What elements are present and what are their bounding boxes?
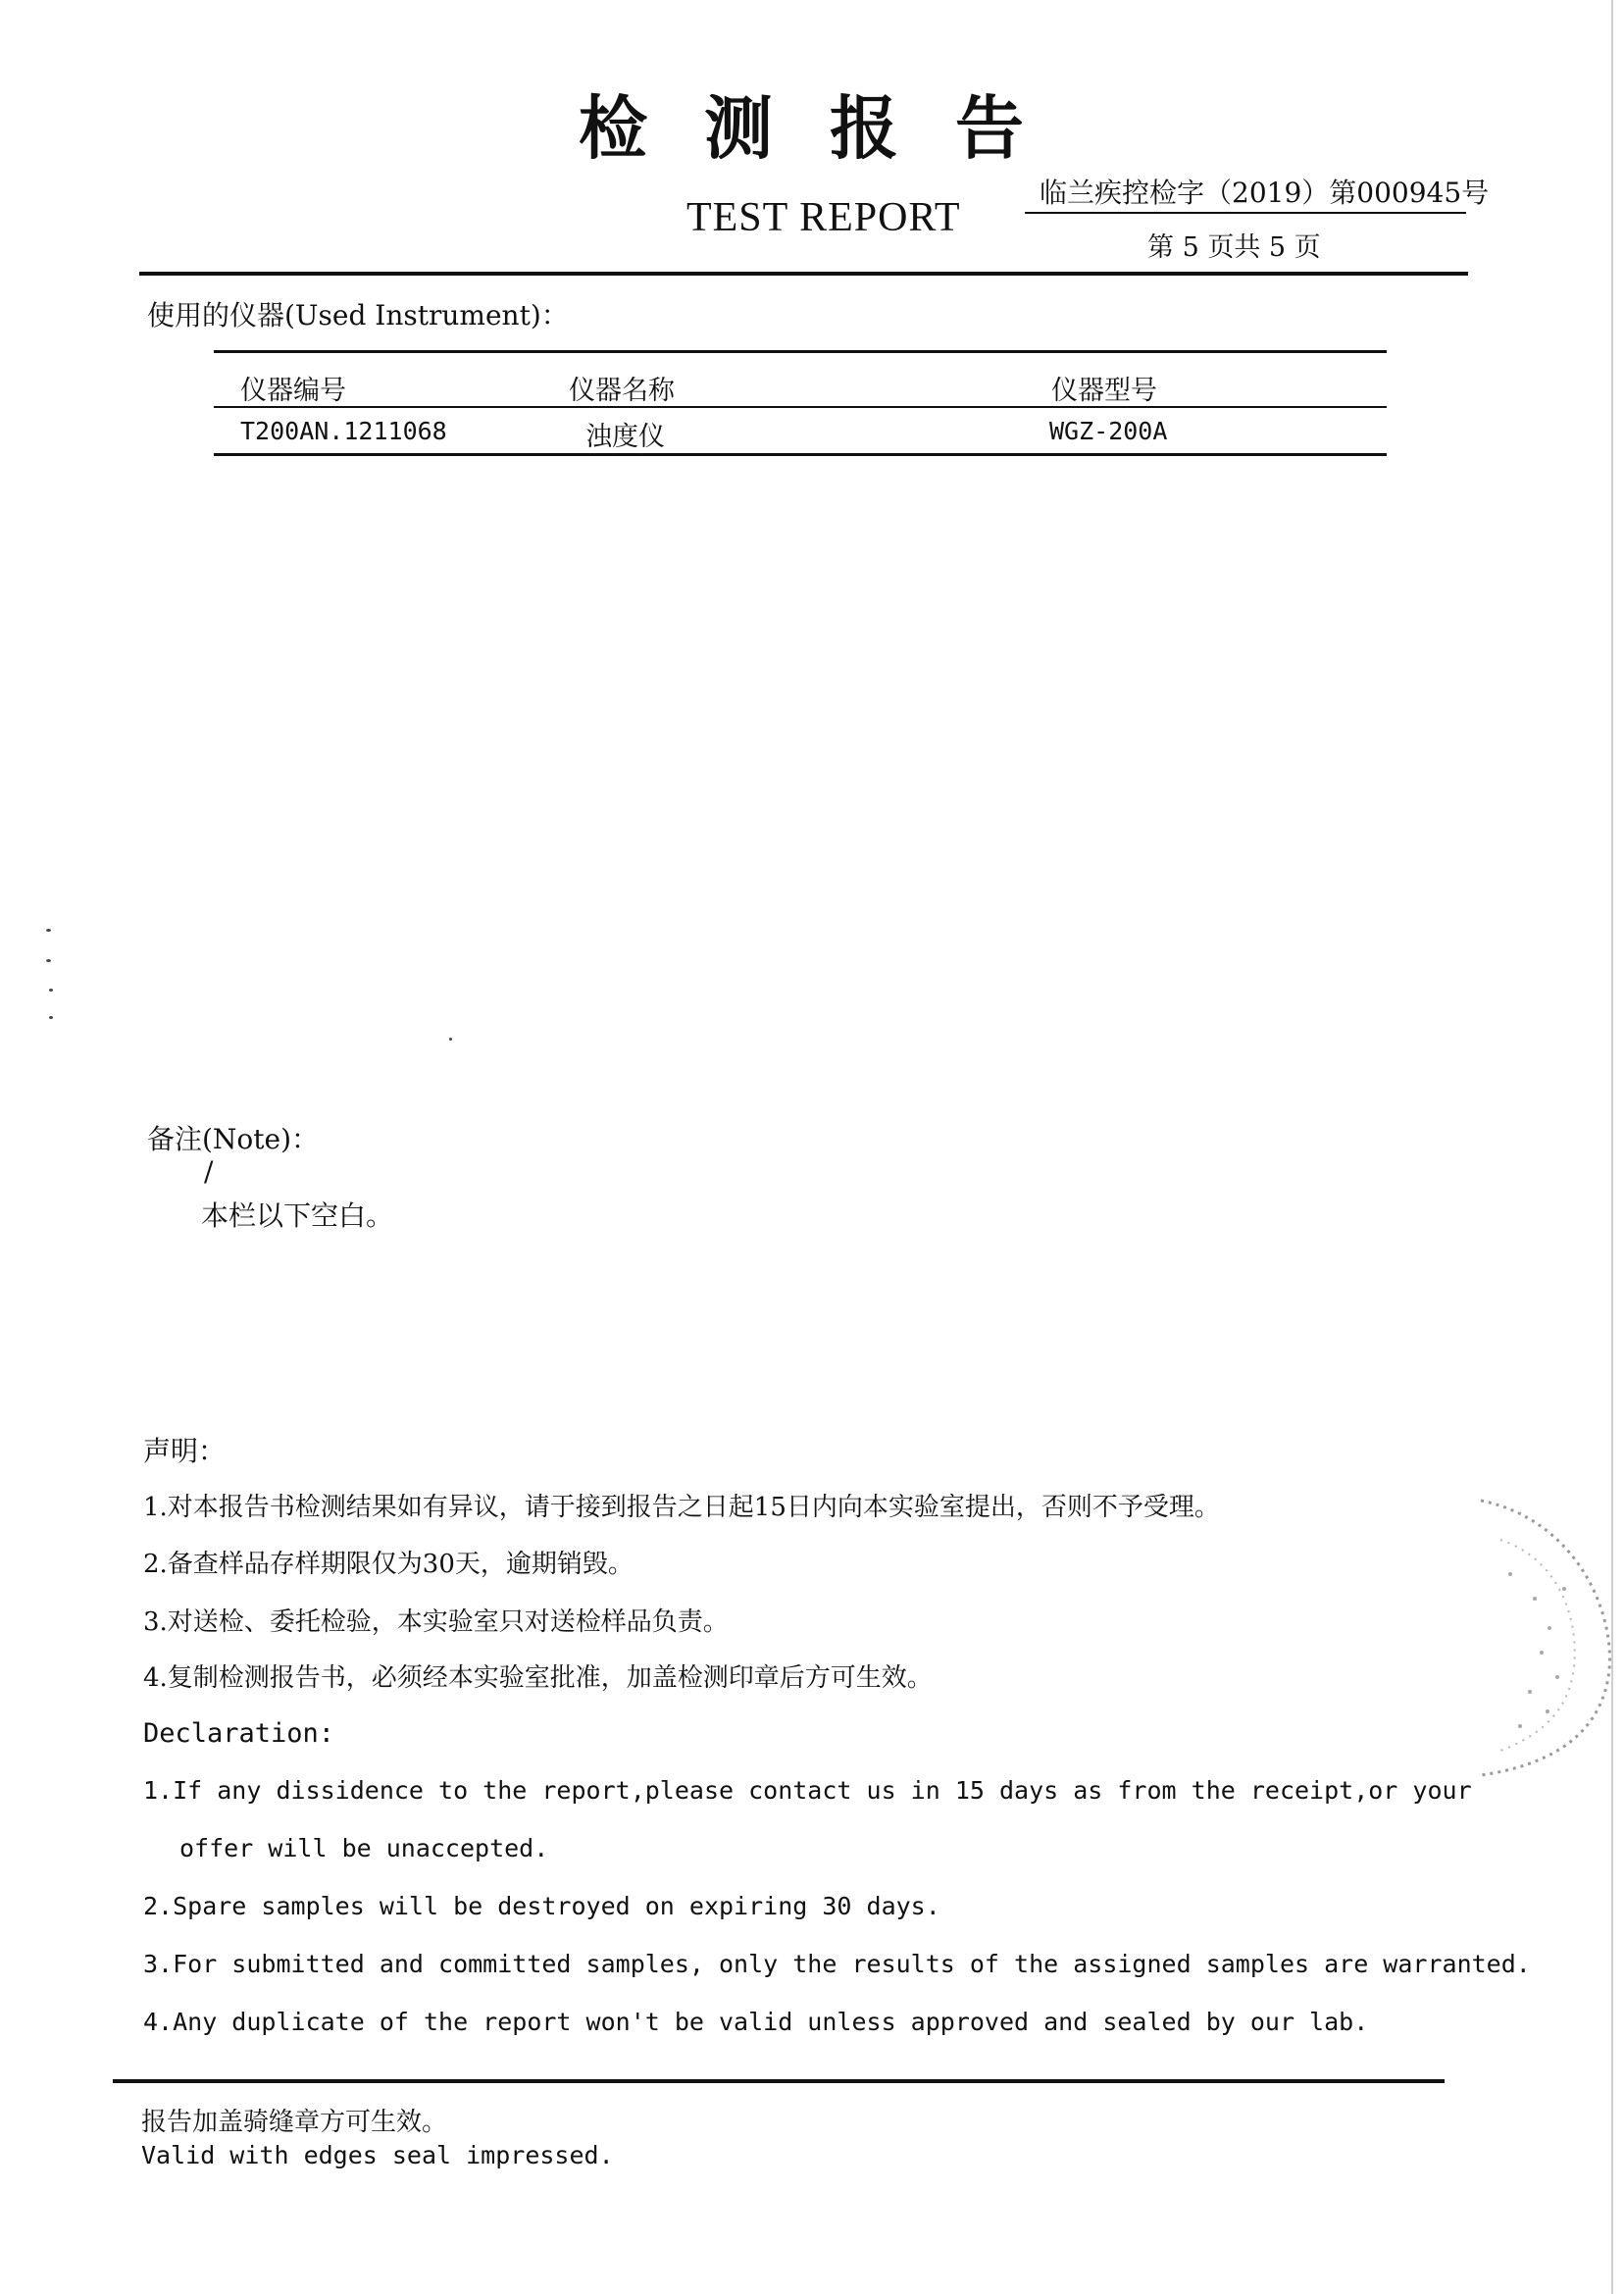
declaration-en-item: 1.If any dissidence to the report,please contact us in 15 days as from the receipt,or your [143,1776,1472,1805]
scan-artifact [49,989,53,992]
table-top-rule [214,350,1387,353]
declaration-en-item: 2.Spare samples will be destroyed on expiring 30 days. [143,1892,940,1920]
page-indicator: 第 5 页共 5 页 [1147,232,1321,263]
declaration-cn-item: 3.对送检、委托检验，本实验室只对送检样品负责。 [143,1607,729,1637]
declaration-cn-item: 4.复制检测报告书，必须经本实验室批准，加盖检测印章后方可生效。 [143,1663,933,1693]
col-header-instrument-model: 仪器型号 [1051,376,1157,406]
right-edge-line [1611,0,1613,2294]
report-number: 临兰疾控检字（2019）第000945号 [1040,177,1490,209]
cell-instrument-model: WGZ-200A [1049,417,1168,445]
edge-seal-mark [1442,1481,1624,1805]
report-title-en: TEST REPORT [686,195,961,240]
declaration-cn-label: 声明： [143,1435,227,1467]
col-header-instrument-name: 仪器名称 [569,376,675,406]
col-header-instrument-id: 仪器编号 [240,376,346,406]
report-title-cn: 检测报告 [579,87,1081,169]
declaration-en-item: 3.For submitted and committed samples, only the results of the assigned samples are warranted. [143,1950,1531,1978]
instruments-label: 使用的仪器(Used Instrument)： [147,299,569,331]
table-header-rule [214,406,1387,408]
cell-instrument-name: 浊度仪 [585,422,665,452]
declaration-en-item-continued: offer will be unaccepted. [179,1834,549,1862]
scan-artifact [46,959,51,962]
scan-artifact [46,929,51,932]
declaration-cn-item: 1.对本报告书检测结果如有异议，请于接到报告之日起15日内向本实验室提出，否则不予受理。 [143,1493,1220,1522]
footer-note-en: Valid with edges seal impressed. [141,2141,614,2169]
note-text: 本栏以下空白。 [201,1199,394,1232]
note-slash: / [204,1155,214,1188]
header-rule [139,272,1468,276]
scan-artifact [449,1038,452,1041]
report-number-rule [1025,212,1466,214]
scan-artifact [49,1016,53,1019]
declaration-en-label: Declaration: [143,1718,335,1749]
footer-note-cn: 报告加盖骑缝章方可生效。 [141,2108,448,2137]
cell-instrument-id: T200AN.1211068 [240,417,447,445]
note-label: 备注(Note)： [147,1123,320,1155]
declaration-en-item: 4.Any duplicate of the report won't be valid unless approved and sealed by our lab. [143,2008,1369,2036]
declaration-cn-item: 2.备查样品存样期限仅为30天，逾期销毁。 [143,1550,634,1579]
table-bottom-rule [214,453,1387,456]
footer-rule [113,2079,1445,2083]
